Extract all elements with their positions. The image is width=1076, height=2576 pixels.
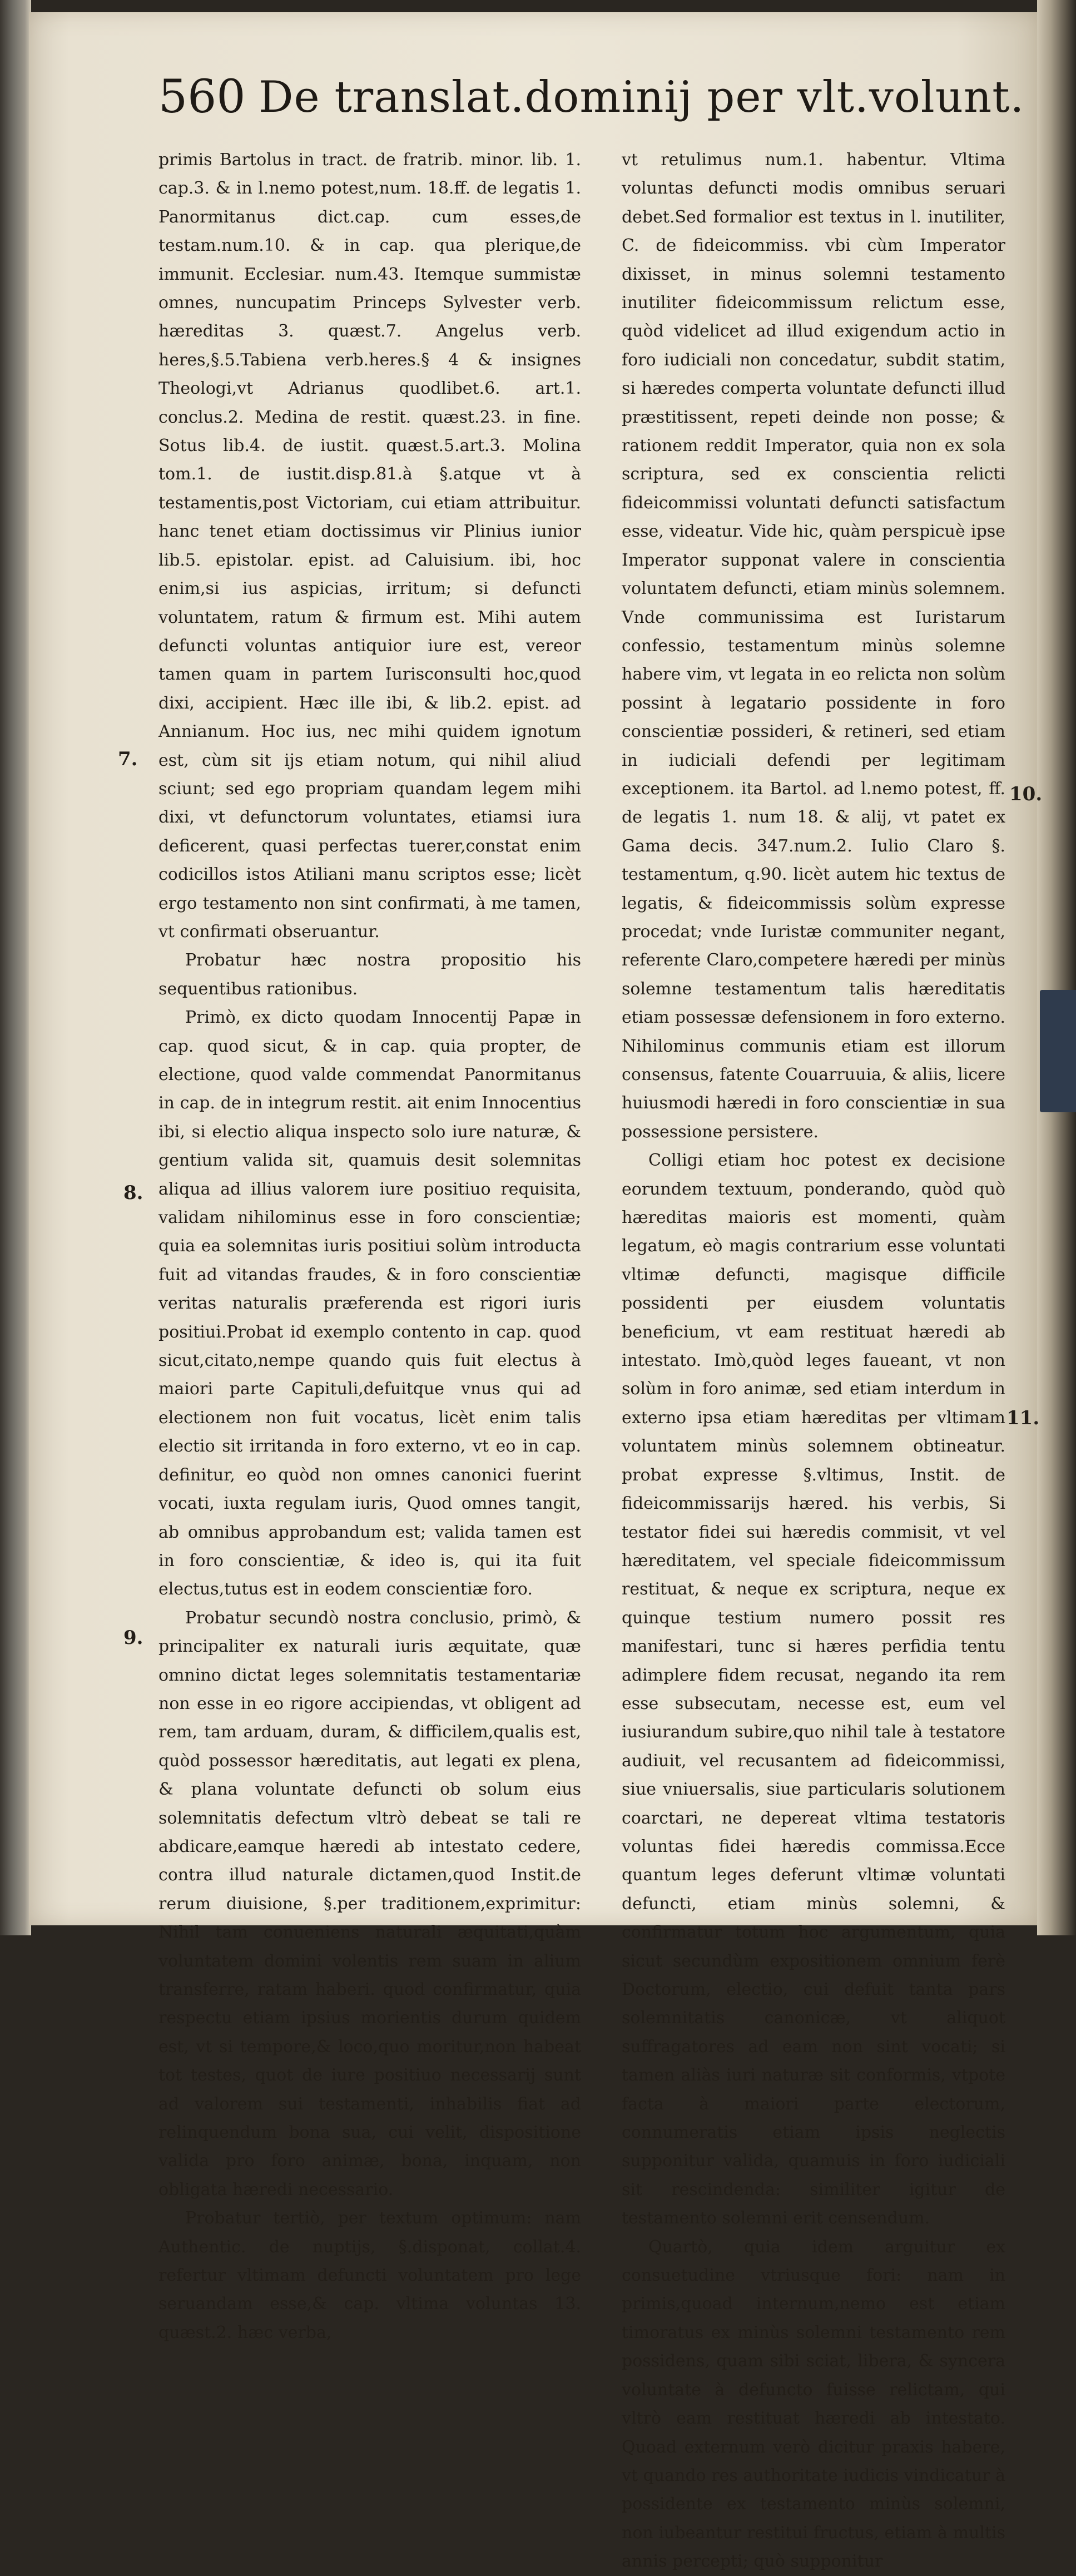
paragraph: Probatur hæc nostra propositio his sequentibus rationibus. (158, 950, 581, 999)
running-title: De translat.dominij per vlt.volunt. (259, 72, 1025, 122)
paragraph: Colligi etiam hoc potest ex decisione eorundem textuum, ponderando, quòd quò hæreditas maioris est momenti, quàm legatum, eò magis contrarium esse voluntati vltimæ defuncti, magisque difficile possidenti per eiusdem voluntatis beneficium, vt eam restituat hæredi ab intestato. Imò,quòd leges faueant, vt non solùm in foro animæ, sed etiam interdum in externo ipsa etiam hæreditas per vltimam voluntatem minùs solemnem obtineatur. probat expresse §.vltimus, Instit. de fideicommissarijs hæred. his verbis, Si testator fidei sui hæredis commisit, vt vel hæreditatem, vel speciale fideicommissum restituat, & neque ex scriptura, neque ex quinque testium numero possit res manifestari, tunc si hæres perfidia tentu adimplere fidem recusat, negando ita rem esse subsecutam, necesse est, eum vel iusiurandum subire,quo nihil tale à testatore audiuit, vel recusantem ad fideicommissi, siue vniuersalis, siue particularis solutionem coarctari, ne depereat vltima testatoris voluntas fidei hæredis commissa.Ecce quantum leges deferunt vltimæ voluntati defuncti, etiam minùs solemni, & confirmatur totum hoc argumentum, quia sicut secundùm expositionem omnium ferè Doctorum, electio, cui defuit tanta pars solemnitatis canonicæ, vt aliquot suffragatores ad eam non sint vocati; si tamen aliàs iuri naturæ sit conformis, vtpote facta à maiori parte electorum, connumeratis etiam ipsis neglectis supponitur valida, quamuis in foro iudiciali sit rescindenda: similiter igitur de testamento solemni erit censendum. (622, 1151, 1005, 2228)
paragraph: Primò, ex dicto quodam Innocentij Papæ in cap. quod sicut, & in cap. quia propter, de electione, quod valde commendat Panormitanus in cap. de in integrum restit. ait enim Innocentius ibi, si electio aliqua inspecto solo iure naturæ, & gentium valida sit, quamuis desit solemnitas aliqua ad illius valorem iure positiuo requisita, validam nihilominus esse in foro conscientiæ; quia ea solemnitas iuris positiui solùm introducta fuit ad vitandas fraudes, & in foro conscientiæ veritas naturalis præferenda est rigori iuris positiui.Probat id exemplo contento in cap. quod sicut,citato,nempe quando quis fuit electus à maiori parte Capituli,defuitque vnus qui ad electionem non fuit vocatus, licèt enim talis electio sit irritanda in foro externo, vt eo in cap. definitur, eo quòd non omnes canonici fuerint vocati, iuxta regulam iuris, Quod omnes tangit, ab omnibus approbandum est; valida tamen est in foro conscientiæ, & ideo is, qui ita fuit electus,tutus est in eodem conscientiæ foro. (158, 1008, 581, 1599)
margin-number: 10. (1009, 783, 1043, 805)
paragraph: vt retulimus num.1. habentur. Vltima voluntas defuncti modis omnibus seruari debet.Sed formalior est textus in l. inutiliter, C. de fideicommiss. vbi cùm Imperator dixisset, in minus solemni testamento inutiliter fideicommissum relictum esse, quòd videlicet ad illud exigendum actio in foro iudiciali non concedatur, subdit statim, si hæredes comperta voluntate defuncti illud præstitissent, repeti deinde non posse; & rationem reddit Imperator, quia non ex sola scriptura, sed ex conscientia relicti fideicommissi voluntati defuncti satisfactum esse, videatur. Vide hic, quàm perspicuè ipse Imperator supponat valere in conscientia voluntatem defuncti, etiam minùs solemnem. Vnde communissima est Iuristarum confessio, testamentum minùs solemne habere vim, vt legata in eo relicta non solùm possint à legatario possidente in foro conscientiæ possideri, & retineri, sed etiam in iudiciali defendi per legitimam exceptionem. ita Bartol. ad l.nemo potest, ff. de legatis 1. num 18. & alij, vt patet ex Gama decis. 347.num.2. Iulio Claro §. testamentum, q.90. licèt autem hic textus de legatis, & fideicommissis solùm expresse procedat; vnde Iuristæ communiter negant, referente Claro,competere hæredi per minùs solemne testamentum talis hæreditatis etiam possessæ defensionem in foro externo. Nihilominus communis etiam est illorum consensus, fatente Couarruuia, & aliis, licere huiusmodi hæredi in foro conscientiæ in sua possessione persistere. (622, 150, 1005, 1142)
page-header (158, 67, 1025, 128)
paragraph: Quartò, quia idem arguitur ex consuetudine vtriusque fori: nam in primis,quoad internum,nemo est etiam timoratus ex minùs solemni testamento rem possidens, quam sibi sciat, libera, & syncera voluntate à defuncto fuisse relictam, qui vltrò eam restituat hæredi ab intestato. Quoad externum verò dicitur praxis habere, vt quando res authoritate iudicis vindicatur à possidente ex testamento minùs solemni, non iubeantur restitui fructus, etiam à multis annis percepti; quò supponitur (622, 2237, 1005, 2572)
margin-number: 9. (123, 1627, 143, 1649)
page-number: 560 (158, 71, 246, 123)
text-column-right (622, 146, 1005, 2572)
margin-number: 7. (118, 748, 138, 770)
paragraph: Probatur tertiò, per textum optimum: nam Authentic. de nuptijs, §.disponat, collat.4. refertur vltimam defuncti voluntatem pro lege seruandam esse,& cap. vltima voluntas 13. quæst.2. hæc verba, (158, 2208, 581, 2342)
margin-number: 11. (1006, 1407, 1040, 1429)
book-spine-left (0, 0, 31, 1935)
paragraph: Probatur secundò nostra conclusio, primò, & principaliter ex naturali iuris æquitate, quæ omnino dictat leges solemnitatis testamentariæ non esse in eo rigore accipiendas, vt obligent ad rem, tam arduam, duram, & difficilem,qualis est, quòd possessor hæreditatis, aut legati ex plena, & plana voluntate defuncti ob solum eius solemnitatis defectum vltrò debeat se tali re abdicare,eamque hæredi ab intestato cedere, contra illud naturale dictamen,quod Instit.de rerum diuisione, §.per traditionem,exprimitur: Nihil tam conueniens naturali æquitati,quàm voluntatem domini volentis rem suam in alium transferre, ratam haberi. quod confirmatur, quia respectu etiam ipsius morientis durum quidem est, vt si tempore,& loco,quo moritur,non habeat tot testes, quot de iure positiuo necessarij sunt ad valorem sui testamenti, inhabilis fiat ad relinquendum bona sua, cui velit, dispositione valida pro foro animæ, bona, inquam, non obligata hæredi necessario. (158, 1608, 581, 2199)
paragraph: primis Bartolus in tract. de fratrib. minor. lib. 1. cap.3. & in l.nemo potest,num. 18.ff. de legatis 1. Panormitanus dict.cap. cum esses,de testam.num.10. & in cap. qua plerique,de immunit. Ecclesiar. num.43. Itemque summistæ omnes, nuncupatim Princeps Sylvester verb. hæreditas 3. quæst.7. Angelus verb. heres,§.5.Tabiena verb.heres.§ 4 & insignes Theologi,vt Adrianus quodlibet.6. art.1. conclus.2. Medina de restit. quæst.23. in fine. Sotus lib.4. de iustit. quæst.5.art.3. Molina tom.1. de iustit.disp.81.à §.atque vt à testamentis,post Victoriam, cui etiam attribuitur. hanc tenet etiam doctissimus vir Plinius iunior lib.5. epistolar. epist. ad Caluisium. ibi, hoc enim,si ius aspicias, irritum; si defuncti voluntatem, ratum & firmum est. Mihi autem defuncti voluntas antiquior iure est, vereor tamen quam in partem Iurisconsulti hoc,quod dixi, accipient. Hæc ille ibi, & lib.2. epist. ad Annianum. Hoc ius, nec mihi quidem ignotum est, cùm sit ijs etiam notum, qui nihil aliud sciunt; sed ego propriam quandam legem mihi dixi, vt defunctorum voluntates, etiamsi iura deficerent, quasi perfectas tuerer,constat enim codicillos istos Atiliani manu scriptos esse; licèt ergo testamento non sint confirmati, à me tamen, vt confirmati obseruantur. (158, 150, 581, 942)
margin-number: 8. (123, 1182, 143, 1204)
text-column-left (158, 146, 581, 2342)
page-tab-marker (1040, 990, 1076, 1112)
book-edge-right (1037, 0, 1076, 1935)
